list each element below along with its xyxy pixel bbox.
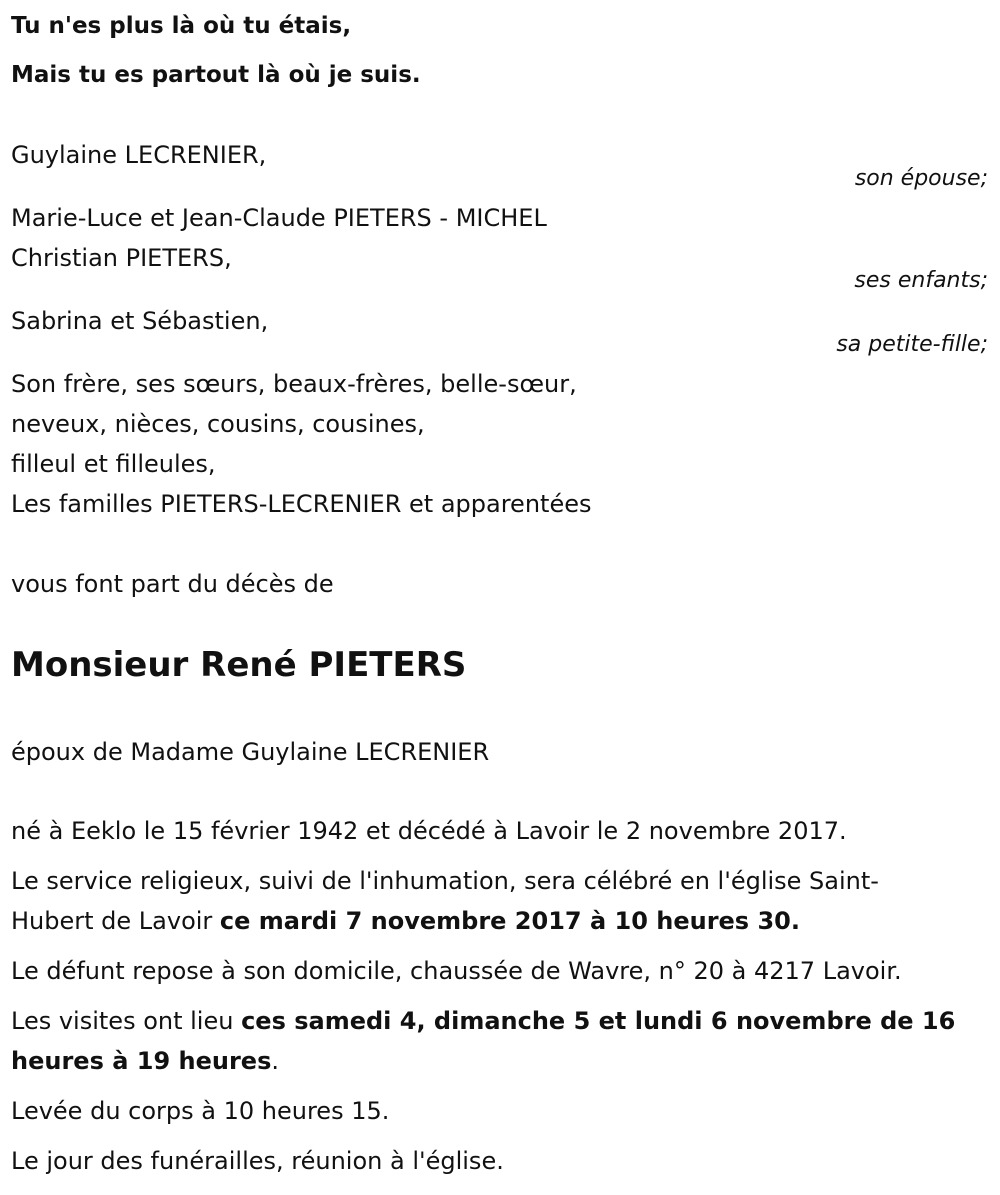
announcement-text: vous font part du décès de xyxy=(11,570,334,598)
visits-suffix: . xyxy=(271,1047,279,1075)
relatives-line-1: Son frère, ses sœurs, beaux-frères, belle-sœur, xyxy=(11,370,577,398)
deceased-name: Monsieur René PIETERS xyxy=(11,645,467,685)
visits-prefix: Les visites ont lieu xyxy=(11,1007,242,1035)
levee-text: Levée du corps à 10 heures 15. xyxy=(11,1097,390,1125)
epigraph-line-1: Tu n'es plus là où tu étais, xyxy=(11,13,352,39)
service-line-2-prefix: Hubert de Lavoir xyxy=(11,907,220,935)
children-role: ses enfants; xyxy=(854,268,988,293)
meeting-text: Le jour des funérailles, réunion à l'église. xyxy=(11,1147,504,1175)
visits-hours: heures à 19 heures xyxy=(11,1047,272,1075)
visits-line-1 xyxy=(11,1001,955,1041)
spouse-role: son épouse; xyxy=(854,166,988,191)
spouse-name: Guylaine LECRENIER, xyxy=(11,141,267,169)
service-line-1: Le service religieux, suivi de l'inhumation, sera célébré en l'église Saint- xyxy=(11,867,879,895)
spouse-of-text: époux de Madame Guylaine LECRENIER xyxy=(11,738,490,766)
children-line-1: Marie-Luce et Jean-Claude PIETERS - MICHEL xyxy=(11,204,547,232)
relatives-line-4: Les familles PIETERS-LECRENIER et apparentées xyxy=(11,490,592,518)
rest-place-text: Le défunt repose à son domicile, chaussée de Wavre, n° 20 à 4217 Lavoir. xyxy=(11,957,902,985)
relatives-line-2: neveux, nièces, cousins, cousines, xyxy=(11,410,425,438)
visits-dates: ces samedi 4, dimanche 5 et lundi 6 novembre de 16 xyxy=(241,1007,956,1035)
children-line-2: Christian PIETERS, xyxy=(11,244,232,272)
grandchild-name: Sabrina et Sébastien, xyxy=(11,307,269,335)
epigraph-line-2: Mais tu es partout là où je suis. xyxy=(11,62,421,88)
birth-death-text: né à Eeklo le 15 février 1942 et décédé à Lavoir le 2 novembre 2017. xyxy=(11,817,847,845)
visits-line-2 xyxy=(11,1041,279,1081)
service-date-time: ce mardi 7 novembre 2017 à 10 heures 30. xyxy=(219,907,800,935)
relatives-line-3: filleul et filleules, xyxy=(11,450,216,478)
grandchild-role: sa petite-fille; xyxy=(836,332,988,357)
service-line-2 xyxy=(11,901,800,941)
